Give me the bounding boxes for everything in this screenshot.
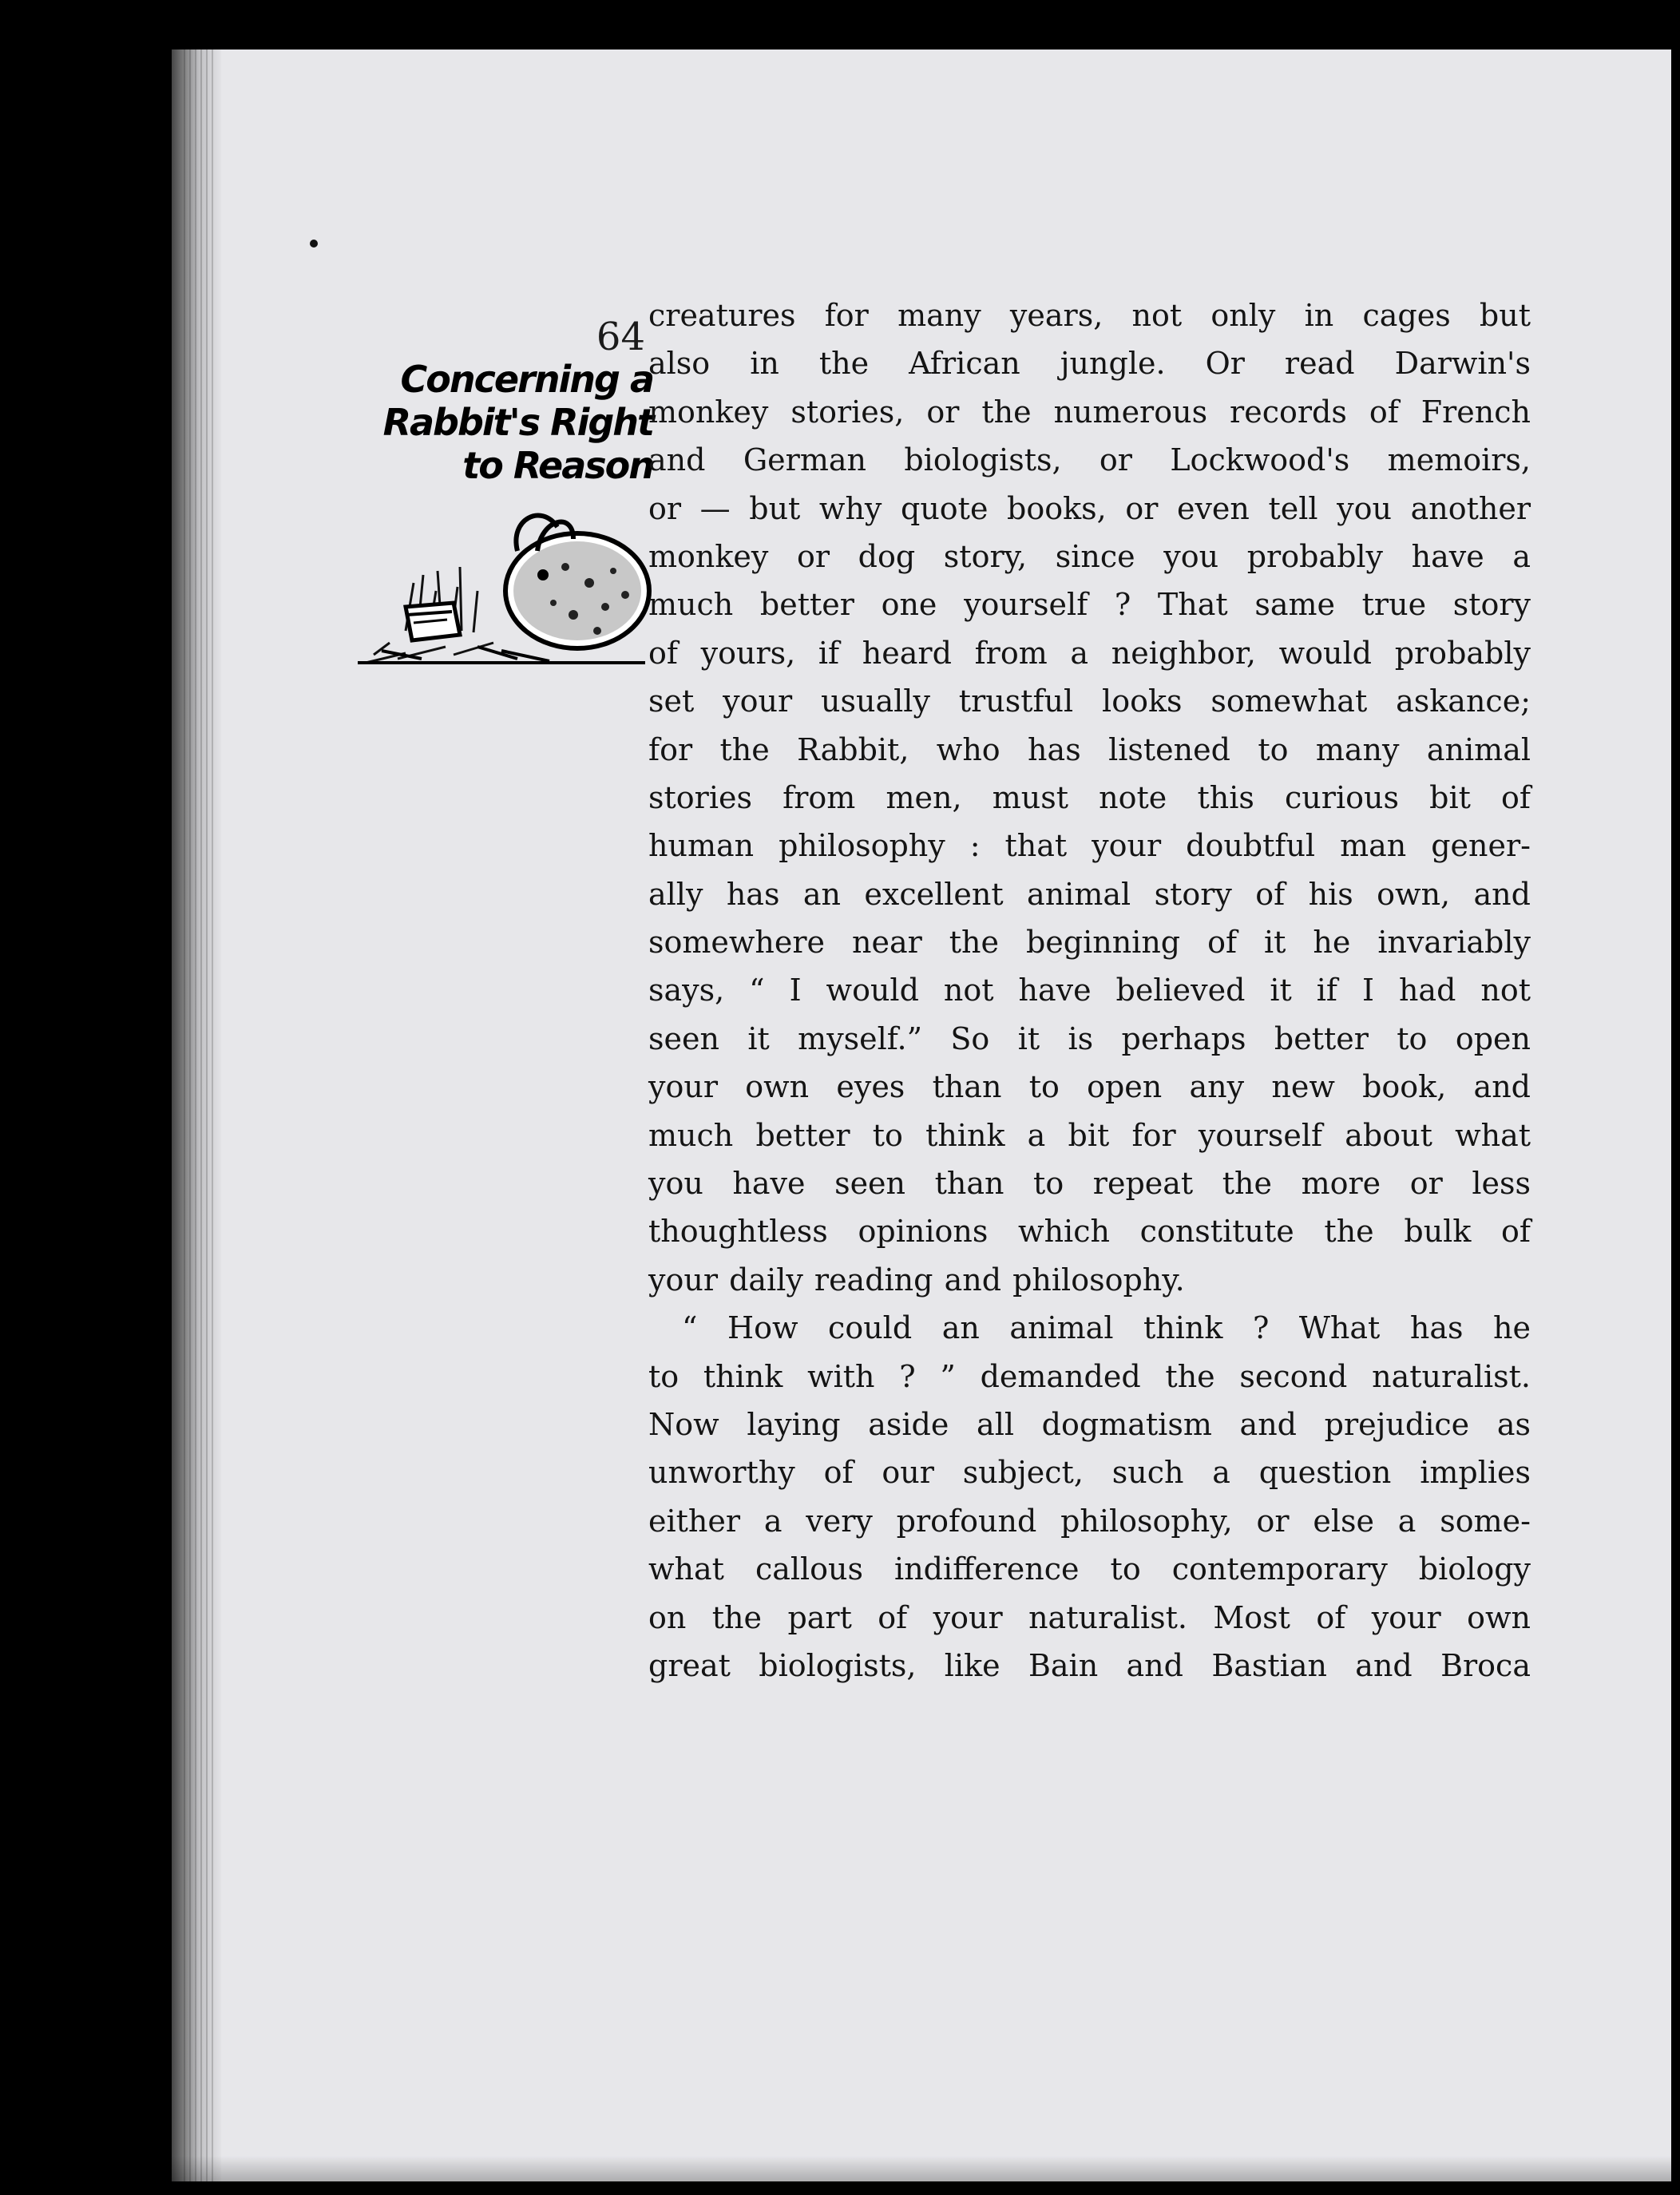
body-text — [648, 291, 1531, 1690]
text-line: or — but why quote books, or even tell you another — [648, 490, 1531, 526]
ground-shading — [358, 647, 645, 663]
text-line: Now laying aside all dogmatism and prejudice as — [648, 1406, 1531, 1442]
page-number: 64 — [596, 315, 645, 359]
text-line: and German biologists, or Lockwood's memoirs, — [648, 442, 1531, 478]
side-title-line-1: Concerning a — [400, 358, 653, 401]
side-title-line-2: Rabbit's Right — [382, 401, 653, 444]
text-line: human philosophy : that your doubtful man gener- — [648, 828, 1531, 864]
text-line: what callous indifference to contemporary biology — [648, 1551, 1531, 1587]
side-title — [334, 358, 653, 487]
text-line: on the part of your naturalist. Most of your own — [648, 1599, 1531, 1635]
text-line: set your usually trustful looks somewhat askance; — [648, 683, 1531, 719]
text-line: “ How could an animal think ? What has he — [682, 1310, 1531, 1346]
text-line: you have seen than to repeat the more or less — [648, 1166, 1531, 1202]
box-icon — [406, 603, 460, 640]
text-line: stories from men, must note this curious bit of — [648, 779, 1531, 815]
text-line: unworthy of our subject, such a question implies — [648, 1455, 1531, 1491]
text-line: much better to think a bit for yourself about what — [648, 1117, 1531, 1153]
text-line: monkey stories, or the numerous records of French — [648, 394, 1531, 430]
text-line: ally has an excellent animal story of his own, and — [648, 876, 1531, 912]
text-line: to think with ? ” demanded the second naturalist. — [648, 1358, 1531, 1394]
text-line: either a very profound philosophy, or else a some- — [648, 1503, 1531, 1539]
rabbit-illustration — [358, 495, 653, 671]
dust-speck — [310, 240, 318, 248]
page-bottom-shadow — [172, 2156, 1671, 2181]
rabbit-icon — [505, 516, 649, 648]
text-line: your own eyes than to open any new book, and — [648, 1069, 1531, 1105]
text-line: somewhere near the beginning of it he invariably — [648, 925, 1531, 961]
text-line: thoughtless opinions which constitute the bulk of — [648, 1214, 1531, 1250]
side-title-line-3: to Reason — [462, 444, 653, 487]
text-line: for the Rabbit, who has listened to many animal — [648, 731, 1531, 767]
text-line: seen it myself.” So it is perhaps better to open — [648, 1020, 1531, 1056]
spine-texture — [184, 50, 216, 2181]
text-line: also in the African jungle. Or read Darwin's — [648, 346, 1531, 382]
text-line: says, “ I would not have believed it if I had not — [648, 973, 1531, 1008]
text-line: much better one yourself ? That same true story — [648, 587, 1531, 623]
text-line: of yours, if heard from a neighbor, would probably — [648, 635, 1531, 671]
text-line: your daily reading and philosophy. — [648, 1262, 1185, 1298]
text-line: monkey or dog story, since you probably have a — [648, 538, 1531, 574]
text-line: great biologists, like Bain and Bastian and Broca — [648, 1647, 1531, 1683]
text-line: creatures for many years, not only in cages but — [648, 298, 1531, 333]
